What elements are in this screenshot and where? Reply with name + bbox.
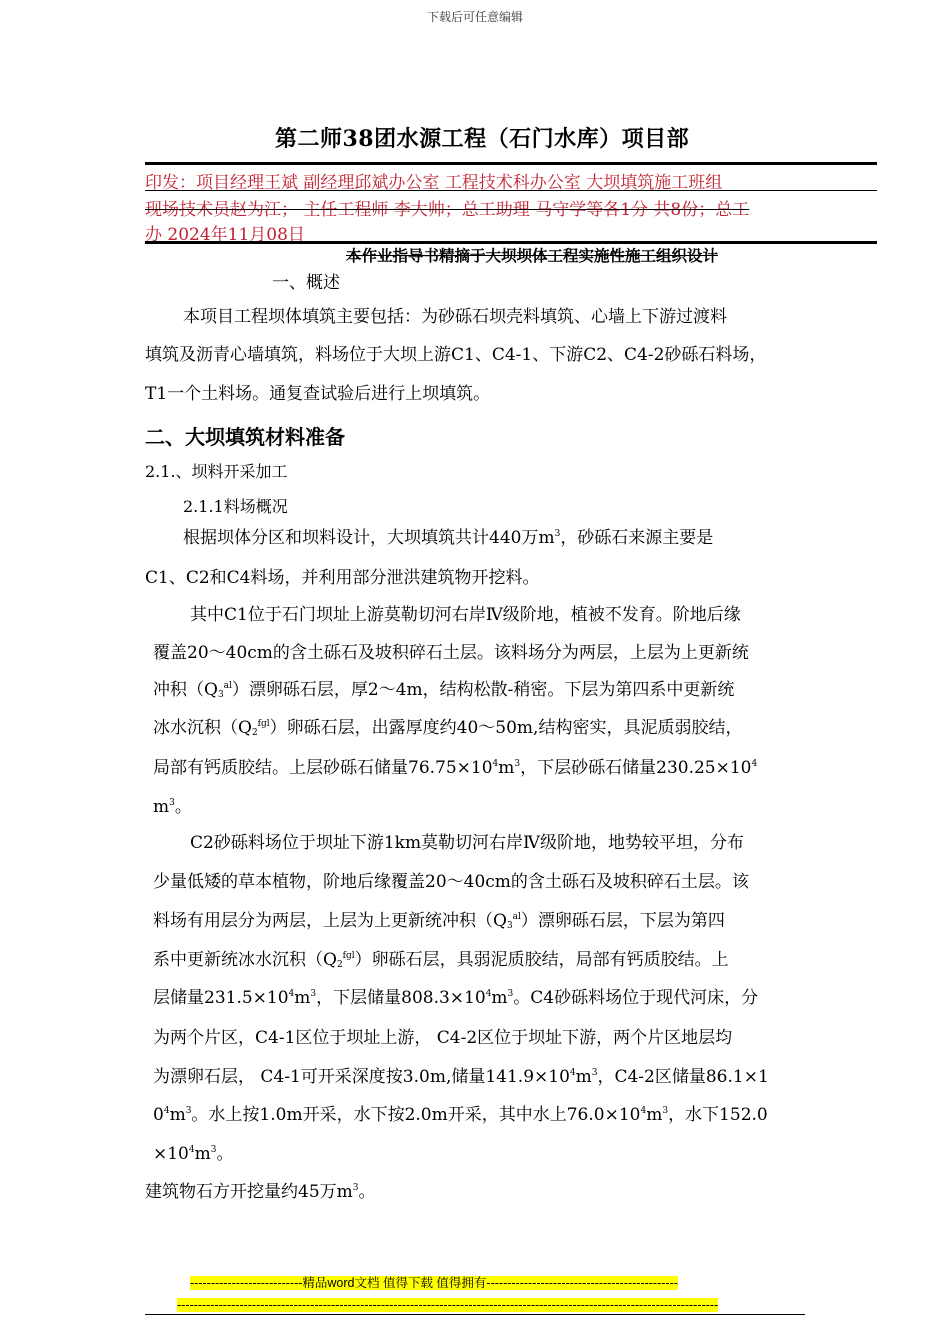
para-c-line-9: $\times 10^4m^3$。 [153, 1144, 234, 1164]
section-1-line-1: 本项目工程坝体填筑主要包括：为砂砾石坝壳料填筑、心墙上下游过渡料 [183, 307, 727, 327]
para-b-line-5: 局部有钙质胶结。上层砂砾石储量$76.75\times 10^4m^3$，下层砂砾石储量$230.25\times 10^4$ [153, 758, 758, 778]
para-a-line-2: C1、C2和C4料场，并利用部分泄洪建筑物开挖料。 [145, 568, 540, 588]
distribution-line-1: 印发：项目经理王斌 副经理邱斌办公室 工程技术科办公室 大坝填筑施工班组 [145, 173, 723, 193]
para-c-line-3: 料场有用层分为两层，上层为上更新统冲积$(Q_3^{al})$漂卵砾石层，下层为第四 [153, 911, 725, 931]
footer-rule [145, 1314, 805, 1315]
para-c-line-4: 系中更新统冰水沉积$(Q_2^{fgl})$卵砾石层，具弱泥质胶结，局部有钙质胶结。上 [153, 950, 729, 970]
para-b-line-3: 冲积$(Q_3^{al})$漂卵砾石层，厚2～4m，结构松散-稍密。下层为第四系中更新统 [153, 680, 735, 700]
distribution-line-2: 现场技术员赵为江； 主任工程师 李大帅；总工助理 马守学等各1分 共8份；总工 [145, 200, 750, 220]
section-2-heading: 二、大坝填筑材料准备 [145, 425, 345, 449]
distribution-rule [145, 190, 877, 191]
para-c-line-8: $0^4m^3$。水上按1.0m开采，水下按2.0m开采，其中水上$76.0\times 10^4m^3$，水下152.0 [153, 1105, 768, 1125]
title-rule [145, 162, 877, 165]
footer-line-2: ---------------------------------------------------------------------------------------------------------------------------------- [177, 1298, 719, 1312]
para-b-line-4: 冰水沉积$(Q_2^{fgl})$卵砾石层，出露厚度约40～50m,结构密实，具泥质弱胶结， [153, 718, 743, 738]
footer-line-1: ---------------------------精品word文档 值得下载 值得拥有---------------------------------------------- [190, 1276, 678, 1290]
para-c-line-6: 为两个片区，C4-1区位于坝址上游， C4-2区位于坝址下游，两个片区地层均 [153, 1028, 733, 1048]
section-1-line-3: T1一个土料场。通复查试验后进行上坝填筑。 [145, 384, 491, 404]
subsection-2-1-1: 2.1.1料场概况 [183, 497, 288, 516]
para-c-line-7: 为漂卵石层， C4-1可开采深度按3.0m,储量$141.9\times 10^4m^3$，C4-2区储量86.1×1 [153, 1067, 769, 1087]
para-c-line-5: 层储量$231.5\times 10^4m^3$，下层储量$808.3\times 10^4m^3$。C4砂砾料场位于现代河床，分 [153, 988, 759, 1008]
excerpt-note: 本作业指导书精摘于大坝坝体工程实施性施工组织设计 [346, 246, 719, 265]
para-b-line-6: $m^3$。 [153, 797, 192, 817]
para-b-line-2: 覆盖20～40cm的含土砾石及坡积碎石土层。该料场分为两层，上层为上更新统 [153, 643, 749, 663]
subsection-2-1: 2.1.、坝料开采加工 [145, 462, 288, 481]
para-c-line-1: C2砂砾料场位于坝址下游1km莫勒切河右岸Ⅳ级阶地，地势较平坦，分布 [190, 833, 745, 853]
para-b-line-1: 其中C1位于石门坝址上游莫勒切河右岸Ⅳ级阶地，植被不发育。阶地后缘 [190, 605, 741, 625]
distribution-line-3: 办 2024年11月08日 [145, 225, 305, 245]
header-note: 下载后可任意编辑 [426, 10, 523, 24]
para-a-line-1: 根据坝体分区和坝料设计，大坝填筑共计440万$m^3$，砂砾石来源主要是 [183, 528, 714, 548]
para-c-line-2: 少量低矮的草本植物，阶地后缘覆盖20～40cm的含土砾石及坡积碎石土层。该 [153, 872, 749, 892]
section-1-line-2: 填筑及沥青心墙填筑，料场位于大坝上游C1、C4-1、下游C2、C4-2砂砾石料场， [145, 345, 767, 365]
para-d-line-1: 建筑物石方开挖量约45万$m^3$。 [145, 1182, 376, 1202]
section-1-heading: 一、概述 [272, 273, 340, 293]
document-title: 第二师38团水源工程（石门水库）项目部 [275, 126, 690, 152]
